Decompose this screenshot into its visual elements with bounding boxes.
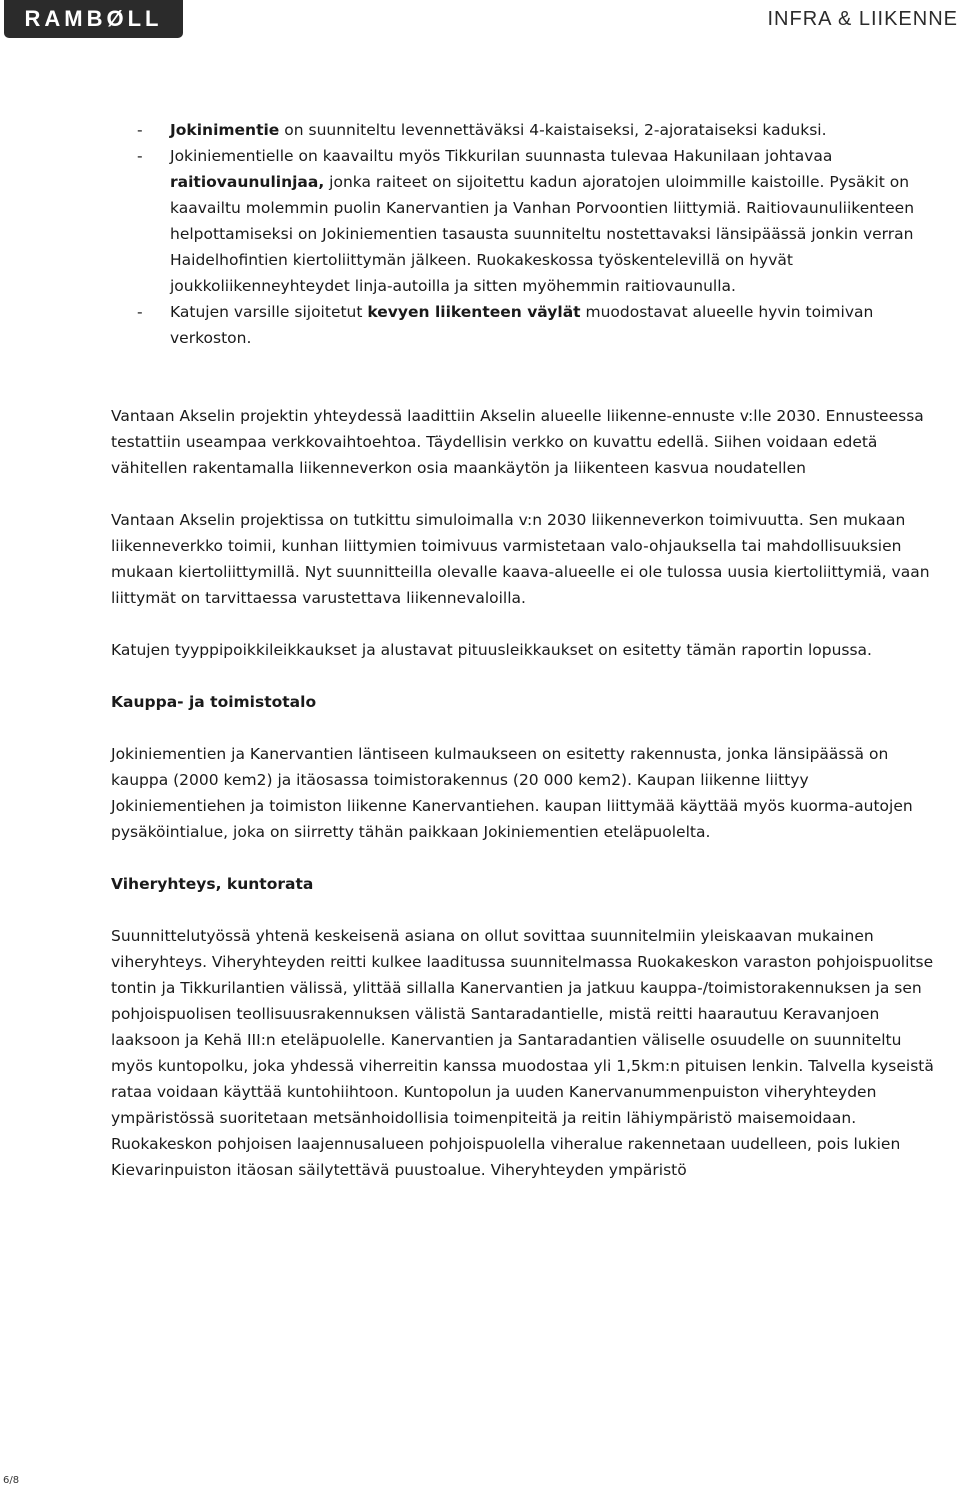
section-heading: Viheryhteys, kuntorata bbox=[111, 875, 314, 893]
bullet-list bbox=[111, 117, 941, 351]
bullet-item: - Jokinimentie on suunniteltu levennettäväksi 4-kaistaiseksi, 2-ajorataiseksi kaduksi. bbox=[111, 117, 941, 143]
paragraph: Vantaan Akselin projektin yhteydessä laadittiin Akselin alueelle liikenne-ennuste v:lle 2030. Ennusteessa testattiin useampaa verkkovaihtoehtoa. Täydellisin verkko on kuvattu edellä. Siihen voidaan edetä vähitellen rakentamalla liikenneverkon osia maankäytön ja liikenteen kasvua noudatellen bbox=[111, 407, 924, 477]
paragraph: Suunnittelutyössä yhtenä keskeisenä asiana on ollut sovittaa suunnitelmiin yleiskaavan mukainen viheryhteys. Viheryhteyden reitti kulkee laaditussa suunnitelmassa Ruokakeskon varaston pohjoispuolitse tontin ja Tikkurilantien välissä, ylittää sillalla Kanervantien ja jatkuu kauppa-/toimistorakennuksen ja sen pohjoispuolisen teollisuusrakennuksen välistä Santaradantielle, mistä reitti haarautuu Keravanjoen laaksoon ja Kehä III:n eteläpuolelle. Kanervantien ja Santaradantien väliselle osuudelle on suunniteltu myös kuntopolku, joka yhdessä viherreitin kanssa muodostaa yli 1,5km:n pituisen lenkin. Talvella kyseistä rataa voidaan käyttää kuntohiihtoon. Kuntopolun ja uuden Kanervanummenpuiston viheryhteyden ympäristössä suoritetaan metsänhoidollisia toimenpiteitä ja reitin lähiympäristö maisemoidaan. Ruokakeskon pohjoisen laajennusalueen pohjoispuolella viheralue rakennetaan uudelleen, pois lukien Kievarinpuiston itäosan säilytettävä puustoalue. Viheryhteyden ympäristö bbox=[111, 927, 934, 1179]
ramboll-logo: RAMBØLL bbox=[4, 0, 183, 38]
section-title: INFRA & LIIKENNE bbox=[767, 8, 958, 30]
bullet-item: - Jokiniementielle on kaavailtu myös Tikkurilan suunnasta tulevaa Hakunilaan johtavaa raitiovaunulinjaa, jonka raiteet on sijoitettu kadun ajoratojen uloimmille kaistoille. Pysäkit on kaavailtu molemmin puolin Kanervantien ja Vanhan Porvoontien liittymiä. Raitiovaunuliikenteen helpottamiseksi on Jokiniementien tasausta suunniteltu nostettavaksi länsipäässä jonkin verran Haidelhofintien kiertoliittymän jälkeen. Ruokakeskossa työskentelevillä on hyvät joukkoliikenneyhteydet linja-autoilla ja sitten myöhemmin raitiovaunulla. bbox=[111, 143, 941, 299]
bullet-item: - Katujen varsille sijoitetut kevyen liikenteen väylät muodostavat alueelle hyvin toimivan verkoston. bbox=[111, 299, 941, 351]
paragraph: Jokiniementien ja Kanervantien läntiseen kulmaukseen on esitetty rakennusta, jonka länsipäässä on kauppa (2000 kem2) ja itäosassa toimistorakennus (20 000 kem2). Kaupan liikenne liittyy Jokiniementiehen ja toimiston liikenne Kanervantiehen. kaupan liittymää käyttää myös kuorma-autojen pysäköintialue, joka on siirretty tähän paikkaan Jokiniementien eteläpuolelta. bbox=[111, 745, 913, 841]
page-number: 6/8 bbox=[3, 1475, 20, 1486]
paragraph: Katujen tyyppipoikkileikkaukset ja alustavat pituusleikkaukset on esitetty tämän raportin lopussa. bbox=[111, 641, 872, 659]
section-heading: Kauppa- ja toimistotalo bbox=[111, 693, 317, 711]
document-body bbox=[111, 117, 941, 1209]
paragraph: Vantaan Akselin projektissa on tutkittu simuloimalla v:n 2030 liikenneverkon toimivuutta. Sen mukaan liikenneverkko toimii, kunhan liittymien toimivuus varmistetaan valo-ohjauksella tai mahdollisuuksien mukaan kiertoliittymillä. Nyt suunnitteilla olevalle kaava-alueelle ei ole tulossa uusia kiertoliittymiä, vaan liittymät on tarvittaessa varustettava liikennevaloilla. bbox=[111, 511, 930, 607]
